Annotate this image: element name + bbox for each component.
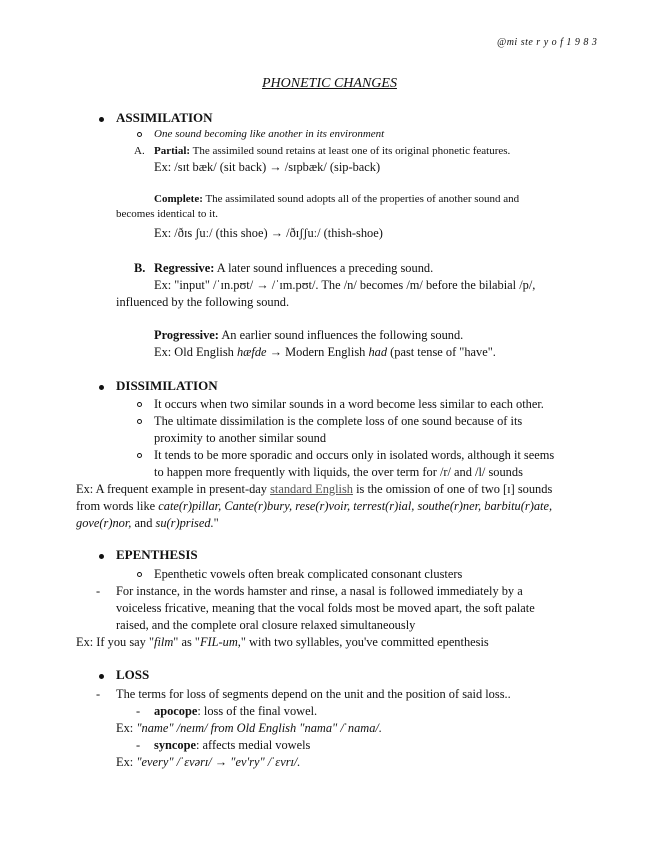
section-heading-loss: LOSS <box>116 667 150 682</box>
loss-intro: The terms for loss of segments depend on the unit and the position of said loss.. <box>116 687 511 701</box>
partial-example: Ex: /sɪt bæk/ (sit back) → /sɪpbæk/ (sip-back) <box>154 160 381 174</box>
dash-marker: - <box>136 738 141 752</box>
complete-label: Complete: <box>154 193 203 205</box>
complete-definition <box>154 193 519 205</box>
epenthesis-example: Ex: If you say "film" as "FIL-um," with two syllables, you've committed epenthesis <box>76 635 489 649</box>
dissimilation-bullet-3: It tends to be more sporadic and occurs only in isolated words, although it seems <box>154 448 555 462</box>
progressive-example: Ex: Old English hæfde → Modern English had (past tense of "have". <box>154 345 496 359</box>
complete-example: Ex: /ðɪs ʃuː/ (this shoe) → /ðɪʃʃuː/ (thish-shoe) <box>154 226 383 240</box>
partial-definition <box>154 145 510 157</box>
bullet-dot <box>99 674 104 679</box>
syncope-example: Ex: "every" /ˈɛvərɪ/ → "ev'ry" /ˈɛvrɪ/. <box>116 755 301 769</box>
bullet-circle <box>137 402 142 407</box>
dissimilation-bullet-3-cont: to happen more frequently with liquids, the over term for /r/ and /l/ sounds <box>154 465 523 479</box>
regressive-example-cont: influenced by the following sound. <box>116 295 290 309</box>
section-heading-assimilation: ASSIMILATION <box>116 110 213 125</box>
progressive-definition <box>154 327 463 344</box>
bullet-circle <box>137 453 142 458</box>
complete-text: The assimilated sound adopts all of the properties of another sound and <box>205 193 520 205</box>
apocope-definition: apocope: loss of the final vowel. <box>154 704 318 718</box>
dash-marker: - <box>136 704 141 718</box>
bullet-circle <box>137 132 142 137</box>
section-heading-dissimilation: DISSIMILATION <box>116 378 218 393</box>
partial-label: Partial: <box>154 145 191 157</box>
page-title: PHONETIC CHANGES <box>262 76 397 91</box>
section-heading-epenthesis: EPENTHESIS <box>116 547 198 562</box>
complete-text-cont: becomes identical to it. <box>116 208 219 220</box>
apocope-label: apocope <box>154 704 198 718</box>
epenthesis-paragraph-l1: For instance, in the words hamster and rinse, a nasal is followed immediately by a <box>116 584 523 598</box>
syncope-definition: syncope: affects medial vowels <box>154 738 311 752</box>
standard-english-link[interactable]: standard English <box>270 482 353 496</box>
bullet-dot <box>99 385 104 390</box>
list-marker-a: A. <box>134 145 145 157</box>
regressive-example: Ex: "input" /ˈɪn.pʊt/ → /ˈɪm.pʊt/. The /n/ becomes /m/ before the bilabial /p/, <box>154 278 536 292</box>
bullet-circle <box>137 419 142 424</box>
dash-marker: - <box>96 584 101 598</box>
dissimilation-bullet-2: The ultimate dissimilation is the complete loss of one sound because of its <box>154 414 523 428</box>
dash-marker: - <box>96 687 101 701</box>
progressive-text: An earlier sound influences the following sound. <box>221 328 464 342</box>
dissimilation-bullet-2-cont: proximity to another similar sound <box>154 431 327 445</box>
apocope-example: Ex: "name" /neɪm/ from Old English "nama" /ˈnama/. <box>116 721 382 735</box>
epenthesis-paragraph-l2: voiceless fricative, meaning that the vocal folds most be moved apart, the soft palate <box>116 601 535 615</box>
bullet-circle <box>137 572 142 577</box>
partial-text: The assimiled sound retains at least one of its original phonetic features. <box>192 145 511 157</box>
syncope-label: syncope <box>154 738 196 752</box>
bullet-dot <box>99 117 104 122</box>
regressive-label: Regressive: <box>154 261 215 275</box>
bullet-dot <box>99 554 104 559</box>
dissimilation-example: Ex: A frequent example in present-day standard English is the omission of one of two [ɪ] sounds <box>76 482 553 496</box>
progressive-label: Progressive: <box>154 328 219 342</box>
assimilation-definition: One sound becoming like another in its environment <box>154 128 385 140</box>
epenthesis-bullet-1: Epenthetic vowels often break complicated consonant clusters <box>154 567 463 581</box>
list-marker-b: B. <box>134 261 146 275</box>
regressive-definition <box>154 260 433 277</box>
dissimilation-example-l2: from words like cate(r)pillar, Cante(r)bury, rese(r)voir, terrest(r)ial, southe(r)ner, barbitu(r)ate, <box>76 499 553 513</box>
author-handle: @mi ste r y o f 1 9 8 3 <box>497 37 598 48</box>
epenthesis-paragraph-l3: raised, and the complete oral closure relaxed simultaneously <box>116 618 416 632</box>
dissimilation-example-l3: gove(r)nor, and su(r)prised." <box>76 516 219 530</box>
regressive-text: A later sound influences a preceding sound. <box>216 261 434 275</box>
dissimilation-bullet-1: It occurs when two similar sounds in a word become less similar to each other. <box>154 397 544 411</box>
